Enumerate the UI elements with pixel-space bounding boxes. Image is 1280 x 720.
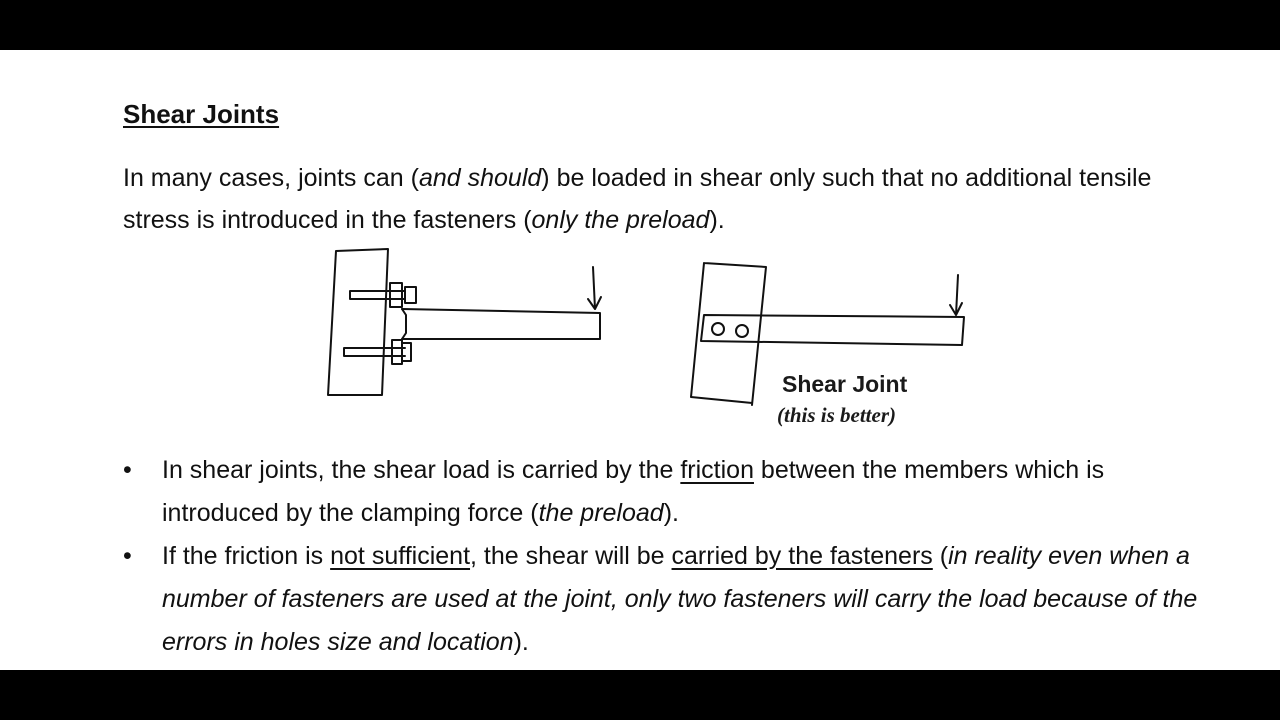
b2-underline-2: carried by the fasteners [671, 542, 933, 570]
b2-text-2: , the shear will be [470, 542, 672, 570]
b1-text-2: between the members which is introduced by the clamping force ( [162, 456, 1105, 527]
bolt-hole-1 [712, 323, 724, 335]
b1-italic-1: the preload [538, 499, 664, 527]
slide-title: Shear Joints [123, 99, 280, 129]
intro-text-2: ) be loaded in shear only such that no additional tensile stress is introduced in the fasteners ( [123, 164, 1152, 234]
figure-subcaption: (this is better) [777, 403, 896, 427]
b1-underline-1: friction [680, 456, 754, 484]
joint-diagram [310, 245, 1010, 445]
intro-italic-2: only the preload [531, 206, 710, 234]
b1-text-1: In shear joints, the shear load is carried by the [162, 456, 681, 484]
intro-italic-1: and should [418, 164, 542, 192]
intro-text-1: In many cases, joints can ( [123, 164, 419, 192]
b2-text-4: ). [513, 628, 529, 656]
b2-text-1: If the friction is [162, 542, 331, 570]
figure-caption: Shear Joint [782, 371, 908, 397]
b2-underline-1: not sufficient [330, 542, 471, 570]
b1-text-3: ). [663, 499, 679, 527]
b2-italic-1: in reality even when a number of fasteners are used at the joint, only two fasteners will carry the load because of the errors in holes size and location [162, 542, 1198, 656]
tension-joint-sketch [328, 249, 601, 395]
intro-text-3: ). [709, 206, 725, 234]
bullet-item-fasteners [123, 535, 1203, 664]
intro-paragraph [123, 157, 1183, 241]
bolt-hole-2 [736, 325, 748, 337]
bullet-item-friction [123, 449, 1203, 535]
joint-figure [310, 245, 1010, 445]
bullet-list [123, 449, 1203, 664]
b2-text-3: ( [932, 542, 949, 570]
slide [0, 50, 1280, 670]
